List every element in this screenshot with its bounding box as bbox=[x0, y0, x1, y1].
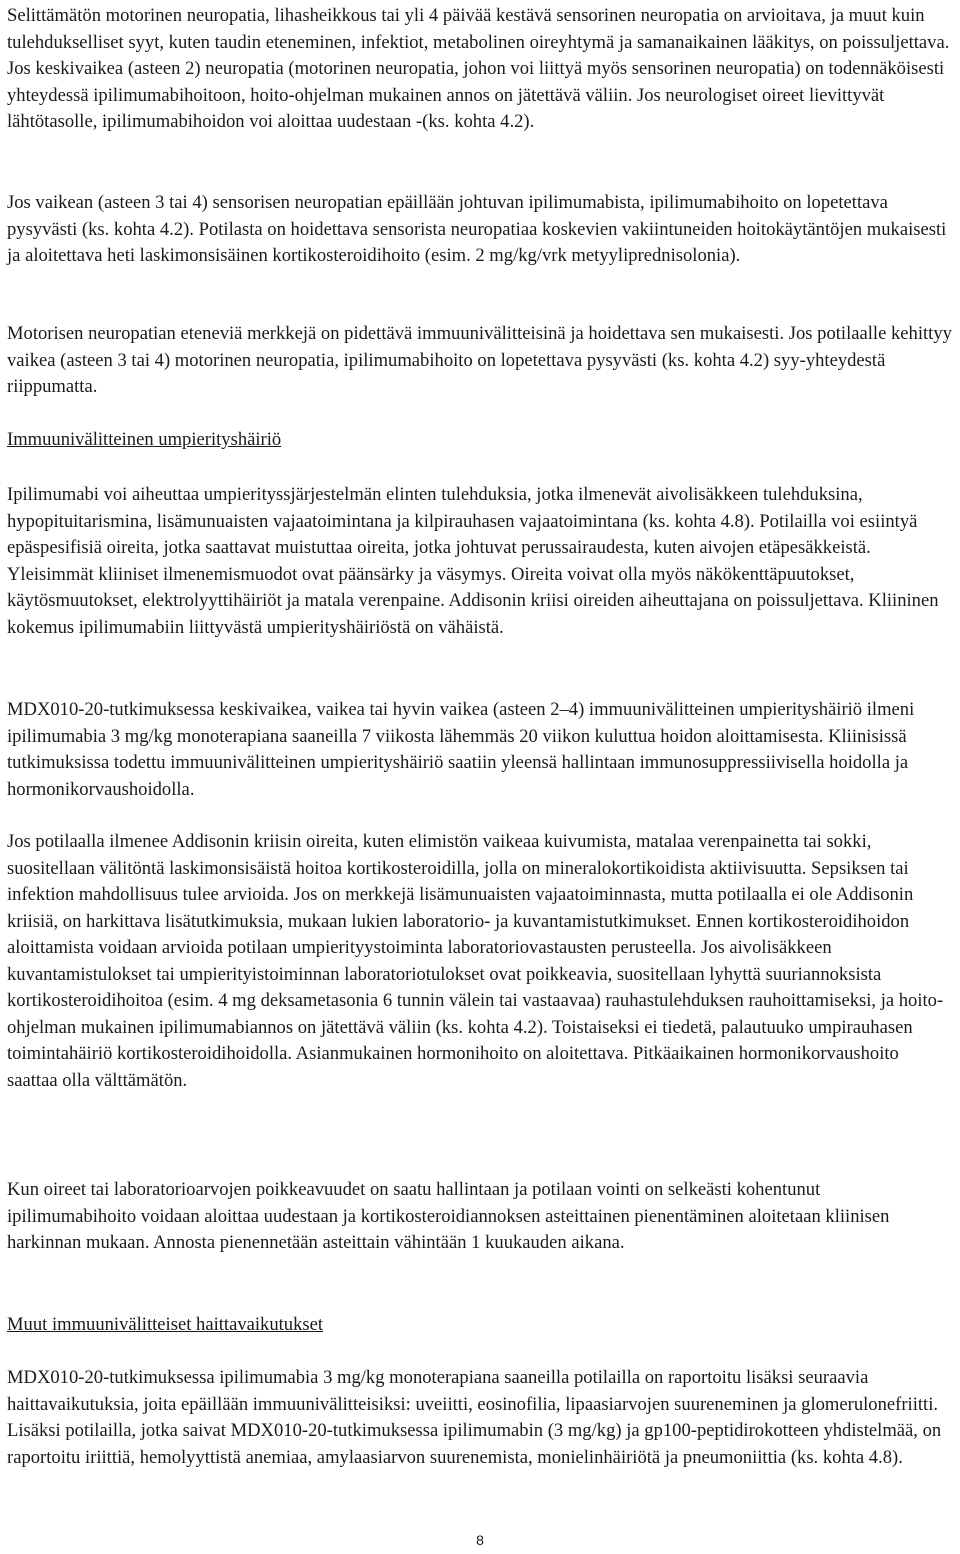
paragraph-endocrinopathy-overview: Ipilimumabi voi aiheuttaa umpierityssjärjestelmän elinten tulehduksia, jotka ilmenevät aivolisäkkeen tulehduksina, hypopituitarismina, lisämunuaisten vajaatoimintana ja kilpirauhasen vajaatoimintana (ks. kohta 4.8). Potilailla voi esiintyä epäspesifisiä oireita, jotka saattavat muistuttaa oireita, jotka johtuvat perussairaudesta, kuten aivojen etäpesäkkeistä. Yleisimmät kliiniset ilmenemismuodot ovat päänsärky ja väsymys. Oireita voivat olla myös näkökenttäpuutokset, käytösmuutokset, elektrolyyttihäiriöt ja matala verenpaine. Addisonin kriisi oireiden aiheuttajana on poissuljettava. Kliininen kokemus ipilimumabiin liittyvästä umpierityshäiriöstä on vähäistä. bbox=[7, 484, 939, 638]
paragraph-neuropathy-evaluation: Selittämätön motorinen neuropatia, lihasheikkous tai yli 4 päivää kestävä sensorinen neuropatia on arvioitava, ja muut kuin tulehdukselliset syyt, kuten taudin eteneminen, infektiot, metabolinen oireyhtymä ja samanaikainen lääkitys, on poissuljettava. Jos keskivaikea (asteen 2) neuropatia (motorinen neuropatia, johon voi liittyä myös sensorinen neuropatia) on todennäköisesti yhteydessä ipilimumabihoitoon, hoito-ohjelman mukainen annos on jätettävä väliin. Jos neurologiset oireet lievittyvät lähtötasolle, ipilimumabihoidon voi aloittaa uudestaan -(ks. kohta 4.2). bbox=[7, 5, 950, 132]
paragraph-addison-crisis: Jos potilaalla ilmenee Addisonin kriisin oireita, kuten elimistön vaikeaa kuivumista, matalaa verenpainetta tai sokki, suositellaan välitöntä laskimonsisäistä hoitoa kortikosteroidilla, jolla on mineralokortikoidista aktiivisuutta. Sepsiksen tai infektion mahdollisuus tulee arvioida. Jos on merkkejä lisämunuaisten vajaatoiminnasta, mutta potilaalla ei ole Addisonin kriisiä, on harkittava lisätutkimuksia, mukaan lukien laboratorio- ja kuvantamistutkimukset. Ennen kortikosteroidihoidon aloittamista voidaan arvioida potilaan umpierityystoiminta laboratoriovastausten perusteella. Jos aivolisäkkeen kuvantamistulokset tai umpierityistoiminnan laboratoriotulokset ovat poikkeavia, suositellaan lyhyttä suuriannoksista kortikosteroidihoitoa (esim. 4 mg deksametasonia 6 tunnin välein tai vastaavaa) rauhastulehduksen rauhoittamiseksi, ja hoito-ohjelman mukainen ipilimumabiannos on jätettävä väliin (ks. kohta 4.2). Toistaiseksi ei tiedetä, palautuuko umpirauhasen toimintahäiriö kortikosteroidihoidolla. Asianmukainen hormonihoito on aloitettava. Pitkäaikainen hormonikorvaushoito saattaa olla välttämätön. bbox=[7, 831, 944, 1091]
paragraph-motor-neuropathy: Motorisen neuropatian eteneviä merkkejä on pidettävä immuunivälitteisinä ja hoidettava sen mukaisesti. Jos potilaalle kehittyy vaikea (asteen 3 tai 4) motorinen neuropatia, ipilimumabihoito on lopetettava pysyvästi (ks. kohta 4.2) syy-yhteydestä riippumatta. bbox=[7, 323, 952, 397]
section-heading-other-immune-effects: Muut immuunivälitteiset haittavaikutukset bbox=[7, 1314, 324, 1335]
paragraph-resume-treatment: Kun oireet tai laboratorioarvojen poikkeavuudet on saatu hallintaan ja potilaan vointi on selkeästi kohentunut ipilimumabihoito voidaan aloittaa uudestaan ja kortikosteroidiannoksen asteittainen pienentäminen aloitetaan kliinisen harkinnan mukaan. Annosta pienennetään asteittain vähintään 1 kuukauden aikana. bbox=[7, 1179, 890, 1253]
paragraph-mdx010-endocrinopathy: MDX010-20-tutkimuksessa keskivaikea, vaikea tai hyvin vaikea (asteen 2–4) immuunivälitteinen umpierityshäiriö ilmeni ipilimumabia 3 mg/kg monoterapiana saaneilla 7 viikosta lähemmäs 20 viikon kuluttua hoidon aloittamisesta. Kliinisissä tutkimuksissa todettu immuunivälitteinen umpierityshäiriö saatiin yleensä hallintaan immunosuppressiivisella hoidolla ja hormonikorvaushoidolla. bbox=[7, 699, 915, 800]
page-number: 8 bbox=[476, 1532, 484, 1548]
section-heading-endocrinopathy: Immuunivälitteinen umpierityshäiriö bbox=[7, 429, 282, 450]
paragraph-other-immune-effects: MDX010-20-tutkimuksessa ipilimumabia 3 mg/kg monoterapiana saaneilla potilailla on raportoitu lisäksi seuraavia haittavaikutuksia, joita epäillään immuunivälitteisiksi: uveiitti, eosinofilia, lipaasiarvojen suureneminen ja glomerulonefriitti. Lisäksi potilailla, jotka saivat MDX010-20-tutkimuksessa ipilimumabin (3 mg/kg) ja gp100-peptidirokotteen yhdistelmää, on raportoitu iriittiä, hemolyyttistä anemiaa, amylaasiarvon suurenemista, monielinhäiriötä ja pneumoniittia (ks. kohta 4.8). bbox=[7, 1367, 942, 1468]
paragraph-severe-sensory-neuropathy: Jos vaikean (asteen 3 tai 4) sensorisen neuropatian epäillään johtuvan ipilimumabista, ipilimumabihoito on lopetettava pysyvästi (ks. kohta 4.2). Potilasta on hoidettava sensorista neuropatiaa koskevien vakiintuneiden hoitokäytäntöjen mukaisesti ja aloitettava heti laskimonsisäinen kortikosteroidihoito (esim. 2 mg/kg/vrk metyyliprednisolonia). bbox=[7, 192, 947, 266]
